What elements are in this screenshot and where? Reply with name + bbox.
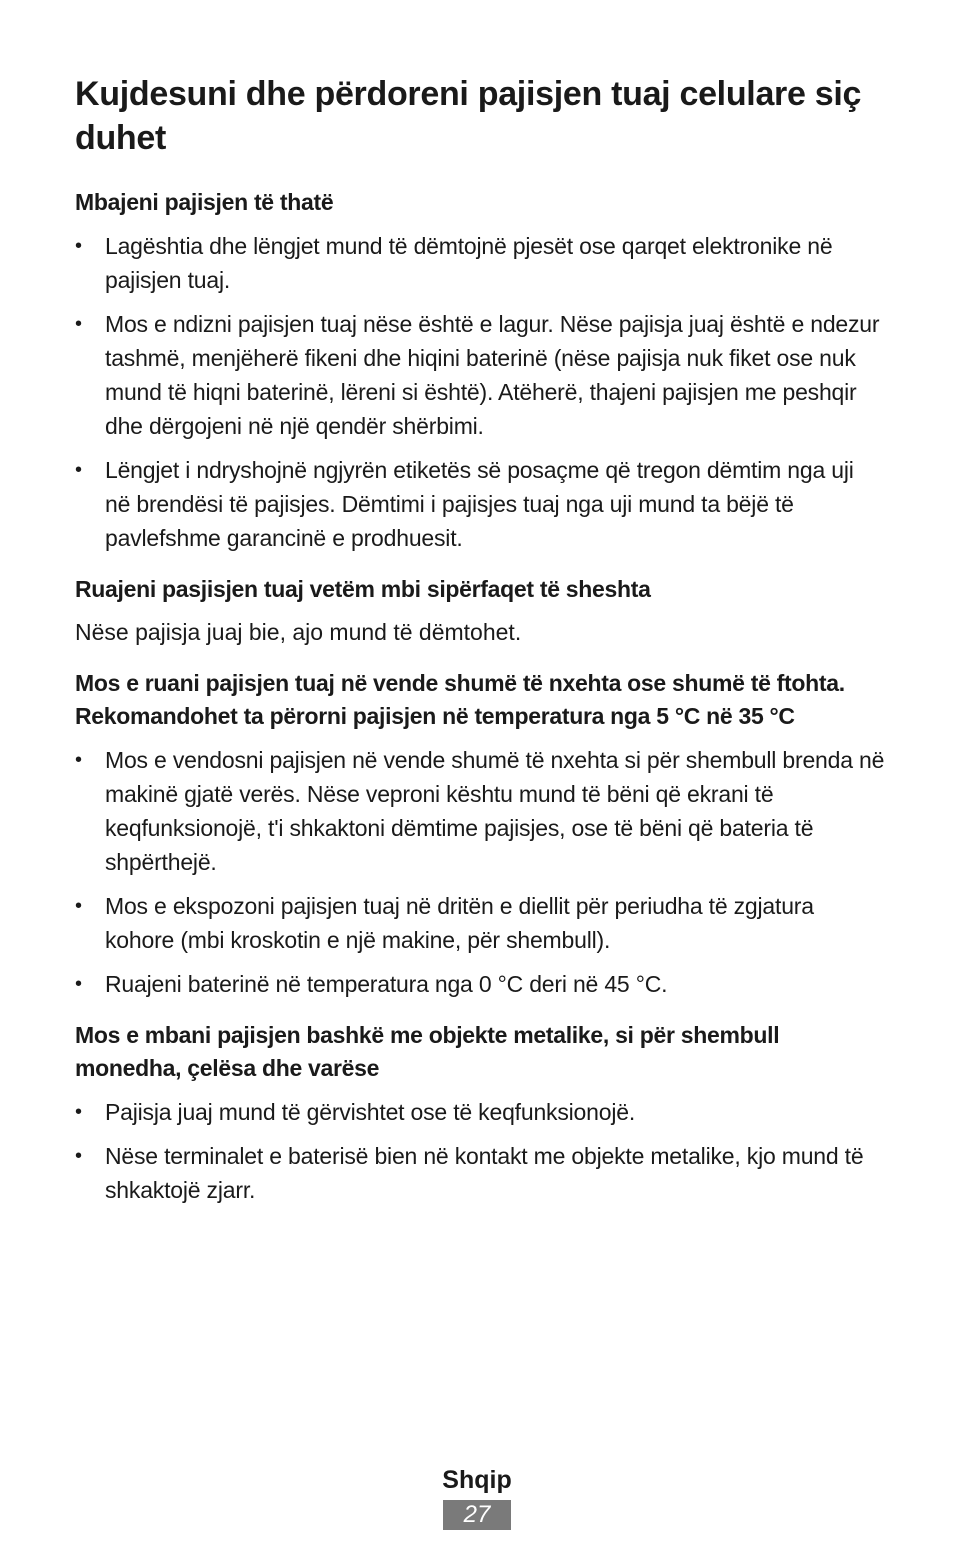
- list-item: [75, 453, 885, 555]
- section-heading: Mos e ruani pajisjen tuaj në vende shumë të nxehta ose shumë të ftohta. Rekomandohet ta përorni pajisjen në temperatura nga 5 °C në 35 °C: [75, 670, 845, 729]
- section-heading: Ruajeni pasjisjen tuaj vetëm mbi sipërfaqet të sheshta: [75, 576, 651, 602]
- bullet-icon: •: [75, 749, 82, 771]
- bullet-list: [75, 229, 885, 555]
- bullet-icon: •: [75, 895, 82, 917]
- list-item: [75, 743, 885, 879]
- bullet-icon: •: [75, 1101, 82, 1123]
- bullet-list: [75, 1095, 885, 1207]
- list-item: [75, 307, 885, 443]
- list-item: [75, 967, 885, 1001]
- list-item-text: Lagështia dhe lëngjet mund të dëmtojnë pjesët ose qarqet elektronike në pajisjen tuaj.: [105, 233, 833, 293]
- bullet-icon: •: [75, 973, 82, 995]
- footer-language: Shqip: [442, 1466, 512, 1494]
- list-item: [75, 1139, 885, 1207]
- list-item: [75, 1095, 885, 1129]
- list-item-text: Mos e ekspozoni pajisjen tuaj në dritën e diellit për periudha të zgjatura kohore (mbi kroskotin e një makine, për shembull).: [105, 893, 814, 953]
- section-temperature: [75, 667, 885, 1001]
- page-number: 27: [443, 1500, 511, 1530]
- list-item: [75, 889, 885, 957]
- bullet-icon: •: [75, 313, 82, 335]
- list-item-text: Mos e ndizni pajisjen tuaj nëse është e lagur. Nëse pajisja juaj është e ndezur tashmë, menjëherë fikeni dhe hiqini baterinë (nëse pajisja nuk fiket ose nuk mund të hiqni baterinë, lëreni si është). Atëherë, thajeni pajisjen me peshqir dhe dërgojeni në një qendër shërbimi.: [105, 311, 880, 439]
- list-item: [75, 229, 885, 297]
- section-metal-objects: [75, 1019, 885, 1207]
- list-item-text: Ruajeni baterinë në temperatura nga 0 °C deri në 45 °C.: [105, 971, 668, 997]
- bullet-list: [75, 743, 885, 1001]
- bullet-icon: •: [75, 235, 82, 257]
- section-heading: Mbajeni pajisjen të thatë: [75, 189, 334, 215]
- list-item-text: Lëngjet i ndryshojnë ngjyrën etiketës së posaçme që tregon dëmtim nga uji në brendësi të pajisjes. Dëmtimi i pajisjes tuaj nga uji mund ta bëjë të pavlefshme garancinë e prodhuesit.: [105, 457, 854, 551]
- list-item-text: Nëse terminalet e baterisë bien në kontakt me objekte metalike, kjo mund të shkaktojë zjarr.: [105, 1143, 864, 1203]
- section-flat-surfaces: [75, 573, 885, 649]
- list-item-text: Pajisja juaj mund të gërvishtet ose të keqfunksionojë.: [105, 1099, 636, 1125]
- bullet-icon: •: [75, 459, 82, 481]
- page-content: [75, 72, 885, 1225]
- section-text: Nëse pajisja juaj bie, ajo mund të dëmtohet.: [75, 619, 522, 645]
- section-heading: Mos e mbani pajisjen bashkë me objekte metalike, si për shembull monedha, çelësa dhe varëse: [75, 1022, 780, 1081]
- page-footer: [0, 1462, 954, 1530]
- list-item-text: Mos e vendosni pajisjen në vende shumë të nxehta si për shembull brenda në makinë gjatë verës. Nëse veproni kështu mund të bëni që ekrani të keqfunksionojë, t'i shkaktoni dëmtime pajisjes, ose të bëni që bateria të shpërthejë.: [105, 747, 885, 875]
- page-title: Kujdesuni dhe përdoreni pajisjen tuaj celulare siç duhet: [75, 75, 862, 157]
- section-keep-dry: [75, 186, 885, 555]
- bullet-icon: •: [75, 1145, 82, 1167]
